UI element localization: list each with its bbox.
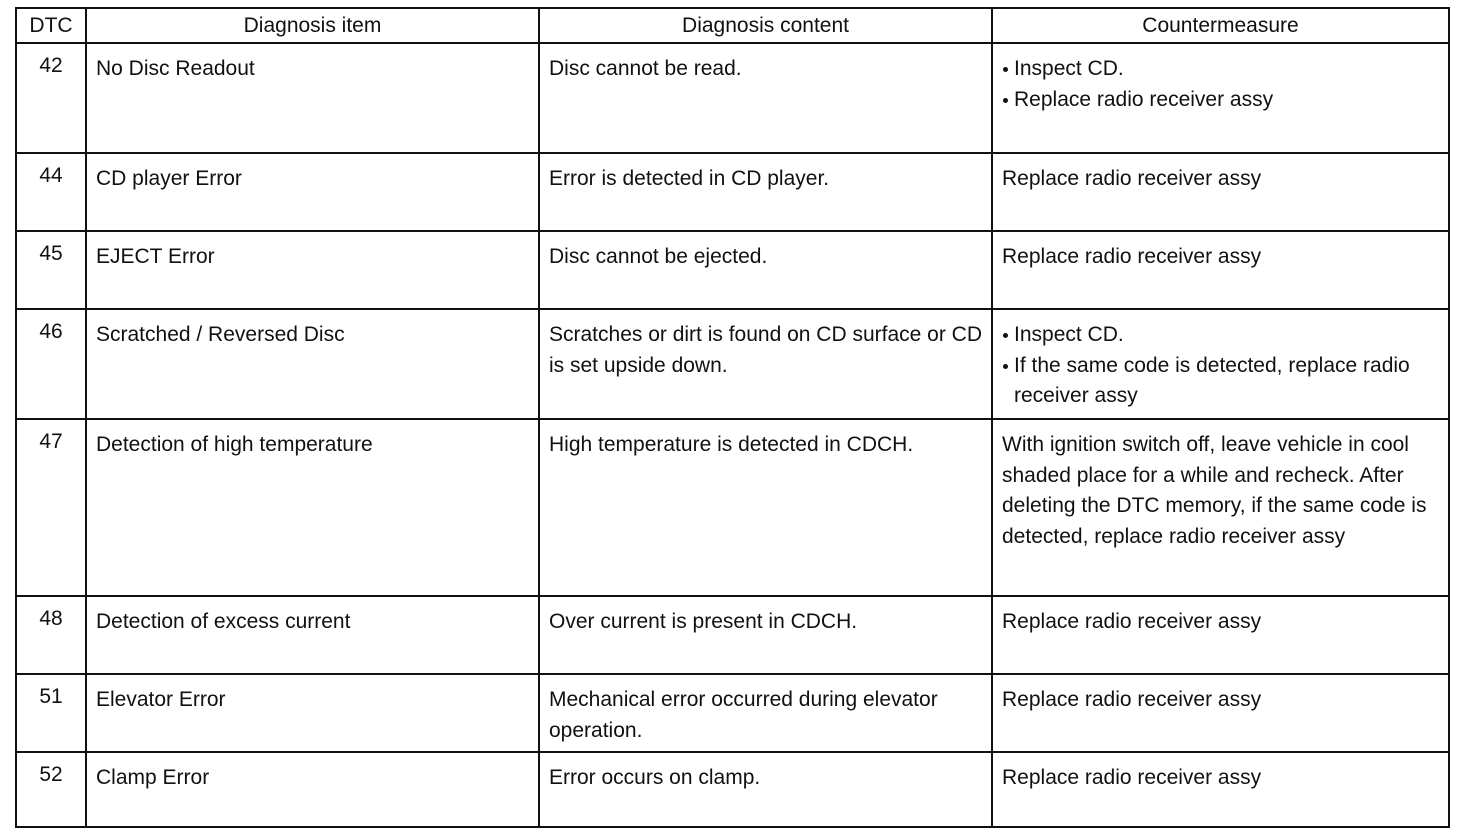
diagnosis-item: CD player Error <box>86 153 539 231</box>
countermeasure-bullet: Inspect CD. <box>1002 320 1440 351</box>
countermeasure-bullet: If the same code is detected, replace radio receiver assy <box>1002 351 1440 412</box>
countermeasure: With ignition switch off, leave vehicle in cool shaded place for a while and recheck. After deleting the DTC memory, if the same code is detected, replace radio receiver assy <box>992 419 1449 596</box>
table-row <box>16 309 1449 419</box>
diagnosis-item: Detection of excess current <box>86 596 539 674</box>
header-diagnosis-content: Diagnosis content <box>539 8 992 43</box>
table-header <box>16 8 1449 43</box>
dtc-code: 48 <box>16 596 86 674</box>
diagnosis-content: Over current is present in CDCH. <box>539 596 992 674</box>
countermeasure: Replace radio receiver assy <box>992 596 1449 674</box>
diagnosis-item: No Disc Readout <box>86 43 539 153</box>
dtc-code: 47 <box>16 419 86 596</box>
header-countermeasure: Countermeasure <box>992 8 1449 43</box>
table-body <box>16 43 1449 827</box>
table-row <box>16 43 1449 153</box>
dtc-code: 46 <box>16 309 86 419</box>
table-row <box>16 596 1449 674</box>
diagnosis-content: Disc cannot be ejected. <box>539 231 992 309</box>
dtc-code: 45 <box>16 231 86 309</box>
countermeasure: Replace radio receiver assy <box>992 231 1449 309</box>
countermeasure: Replace radio receiver assy <box>992 153 1449 231</box>
diagnosis-item: Elevator Error <box>86 674 539 752</box>
diagnosis-content: Disc cannot be read. <box>539 43 992 153</box>
diagnosis-item: Clamp Error <box>86 752 539 827</box>
diagnosis-content: Scratches or dirt is found on CD surface or CD is set upside down. <box>539 309 992 419</box>
diagnosis-item: Scratched / Reversed Disc <box>86 309 539 419</box>
countermeasure-list <box>1002 320 1440 412</box>
table-row <box>16 419 1449 596</box>
countermeasure <box>992 43 1449 153</box>
diagnosis-content: High temperature is detected in CDCH. <box>539 419 992 596</box>
dtc-code: 42 <box>16 43 86 153</box>
header-diagnosis-item: Diagnosis item <box>86 8 539 43</box>
table-row <box>16 674 1449 752</box>
diagnosis-content: Error is detected in CD player. <box>539 153 992 231</box>
countermeasure-bullet: Inspect CD. <box>1002 54 1440 85</box>
countermeasure-list <box>1002 54 1440 115</box>
dtc-code: 52 <box>16 752 86 827</box>
dtc-table <box>15 7 1450 828</box>
header-row <box>16 8 1449 43</box>
table-row <box>16 153 1449 231</box>
countermeasure: Replace radio receiver assy <box>992 674 1449 752</box>
countermeasure-bullet: Replace radio receiver assy <box>1002 85 1440 116</box>
table-row <box>16 752 1449 827</box>
dtc-code: 44 <box>16 153 86 231</box>
diagnosis-item: EJECT Error <box>86 231 539 309</box>
diagnosis-content: Mechanical error occurred during elevator operation. <box>539 674 992 752</box>
dtc-code: 51 <box>16 674 86 752</box>
countermeasure: Replace radio receiver assy <box>992 752 1449 827</box>
header-dtc: DTC <box>16 8 86 43</box>
diagnosis-item: Detection of high temperature <box>86 419 539 596</box>
table-row <box>16 231 1449 309</box>
diagnosis-content: Error occurs on clamp. <box>539 752 992 827</box>
countermeasure <box>992 309 1449 419</box>
